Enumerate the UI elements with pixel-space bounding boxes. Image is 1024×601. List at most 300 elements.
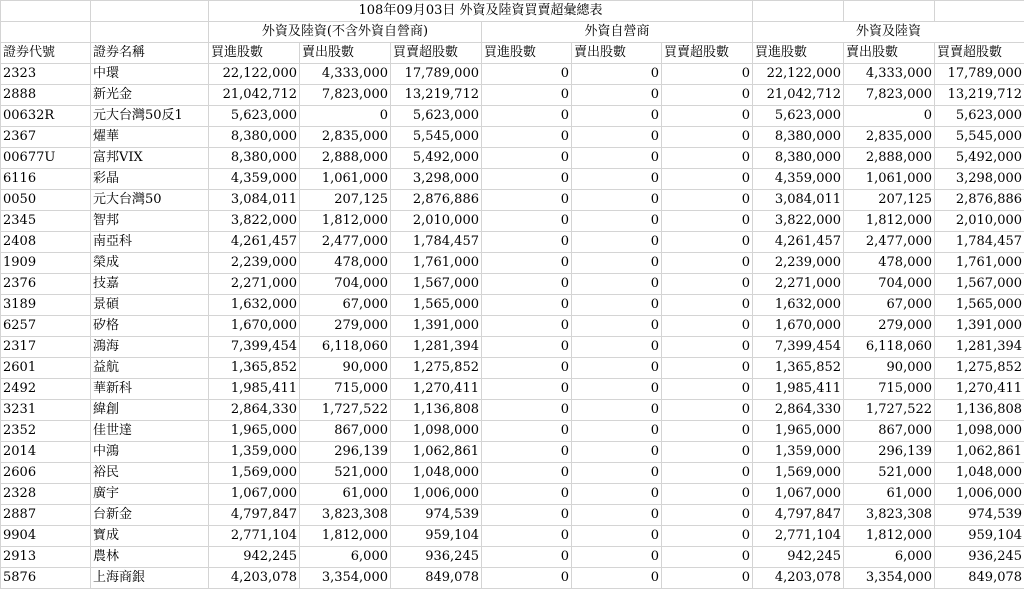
cell-buy[interactable]: 0 bbox=[482, 274, 572, 295]
cell-name[interactable]: 台新金 bbox=[91, 505, 209, 526]
cell-sell[interactable]: 0 bbox=[572, 316, 662, 337]
cell-net[interactable]: 0 bbox=[662, 253, 753, 274]
cell-sell[interactable]: 867,000 bbox=[300, 421, 391, 442]
cell-sell[interactable]: 7,823,000 bbox=[300, 85, 391, 106]
cell-sell[interactable]: 0 bbox=[572, 505, 662, 526]
cell-buy[interactable]: 0 bbox=[482, 127, 572, 148]
cell-code[interactable]: 2317 bbox=[1, 337, 91, 358]
cell-sell[interactable]: 715,000 bbox=[844, 379, 935, 400]
cell-sell[interactable]: 0 bbox=[572, 148, 662, 169]
cell-code[interactable]: 2352 bbox=[1, 421, 91, 442]
cell-net[interactable]: 1,048,000 bbox=[391, 463, 482, 484]
cell-net[interactable]: 0 bbox=[662, 85, 753, 106]
cell-name[interactable]: 矽格 bbox=[91, 316, 209, 337]
cell-buy[interactable]: 2,239,000 bbox=[209, 253, 300, 274]
cell-net[interactable]: 0 bbox=[662, 505, 753, 526]
cell-sell[interactable]: 0 bbox=[300, 106, 391, 127]
cell-buy[interactable]: 1,359,000 bbox=[209, 442, 300, 463]
cell-net[interactable]: 2,010,000 bbox=[391, 211, 482, 232]
cell-net[interactable]: 0 bbox=[662, 442, 753, 463]
blank-cell[interactable] bbox=[844, 1, 935, 22]
cell-name[interactable]: 彩晶 bbox=[91, 169, 209, 190]
cell-sell[interactable]: 0 bbox=[572, 358, 662, 379]
cell-net[interactable]: 17,789,000 bbox=[391, 64, 482, 85]
cell-code[interactable]: 3231 bbox=[1, 400, 91, 421]
cell-net[interactable]: 1,006,000 bbox=[935, 484, 1024, 505]
cell-buy[interactable]: 0 bbox=[482, 379, 572, 400]
cell-name[interactable]: 裕民 bbox=[91, 463, 209, 484]
header-net[interactable]: 買賣超股數 bbox=[662, 43, 753, 64]
cell-sell[interactable]: 0 bbox=[572, 106, 662, 127]
cell-sell[interactable]: 0 bbox=[572, 211, 662, 232]
cell-sell[interactable]: 0 bbox=[572, 274, 662, 295]
cell-buy[interactable]: 0 bbox=[482, 295, 572, 316]
cell-buy[interactable]: 5,623,000 bbox=[209, 106, 300, 127]
cell-sell[interactable]: 1,812,000 bbox=[300, 526, 391, 547]
cell-buy[interactable]: 0 bbox=[482, 148, 572, 169]
cell-buy[interactable]: 0 bbox=[482, 85, 572, 106]
cell-sell[interactable]: 0 bbox=[844, 106, 935, 127]
cell-net[interactable]: 3,298,000 bbox=[391, 169, 482, 190]
cell-net[interactable]: 1,048,000 bbox=[935, 463, 1024, 484]
cell-net[interactable]: 0 bbox=[662, 337, 753, 358]
cell-name[interactable]: 富邦VIX bbox=[91, 148, 209, 169]
cell-name[interactable]: 益航 bbox=[91, 358, 209, 379]
cell-sell[interactable]: 0 bbox=[572, 526, 662, 547]
cell-sell[interactable]: 90,000 bbox=[300, 358, 391, 379]
cell-buy[interactable]: 1,359,000 bbox=[753, 442, 844, 463]
cell-buy[interactable]: 0 bbox=[482, 463, 572, 484]
cell-buy[interactable]: 8,380,000 bbox=[753, 127, 844, 148]
cell-net[interactable]: 5,545,000 bbox=[391, 127, 482, 148]
cell-buy[interactable]: 8,380,000 bbox=[209, 148, 300, 169]
cell-net[interactable]: 5,545,000 bbox=[935, 127, 1024, 148]
group-header-foreign-dealer[interactable]: 外資自營商 bbox=[482, 22, 753, 43]
cell-net[interactable]: 13,219,712 bbox=[391, 85, 482, 106]
cell-sell[interactable]: 704,000 bbox=[844, 274, 935, 295]
cell-net[interactable]: 0 bbox=[662, 568, 753, 589]
cell-net[interactable]: 1,098,000 bbox=[935, 421, 1024, 442]
cell-buy[interactable]: 0 bbox=[482, 232, 572, 253]
cell-code[interactable]: 9904 bbox=[1, 526, 91, 547]
cell-buy[interactable]: 0 bbox=[482, 64, 572, 85]
cell-buy[interactable]: 2,239,000 bbox=[753, 253, 844, 274]
cell-sell[interactable]: 715,000 bbox=[300, 379, 391, 400]
cell-net[interactable]: 2,010,000 bbox=[935, 211, 1024, 232]
cell-buy[interactable]: 1,569,000 bbox=[753, 463, 844, 484]
cell-buy[interactable]: 0 bbox=[482, 190, 572, 211]
cell-net[interactable]: 1,281,394 bbox=[391, 337, 482, 358]
cell-net[interactable]: 1,062,861 bbox=[935, 442, 1024, 463]
cell-net[interactable]: 0 bbox=[662, 106, 753, 127]
cell-net[interactable]: 5,492,000 bbox=[935, 148, 1024, 169]
cell-buy[interactable]: 4,261,457 bbox=[753, 232, 844, 253]
cell-net[interactable]: 0 bbox=[662, 400, 753, 421]
cell-sell[interactable]: 3,354,000 bbox=[844, 568, 935, 589]
cell-name[interactable]: 技嘉 bbox=[91, 274, 209, 295]
cell-sell[interactable]: 1,061,000 bbox=[844, 169, 935, 190]
cell-name[interactable]: 華新科 bbox=[91, 379, 209, 400]
cell-code[interactable]: 00632R bbox=[1, 106, 91, 127]
cell-buy[interactable]: 3,822,000 bbox=[209, 211, 300, 232]
cell-sell[interactable]: 61,000 bbox=[844, 484, 935, 505]
cell-sell[interactable]: 867,000 bbox=[844, 421, 935, 442]
blank-cell[interactable] bbox=[753, 1, 844, 22]
cell-net[interactable]: 0 bbox=[662, 526, 753, 547]
cell-buy[interactable]: 0 bbox=[482, 442, 572, 463]
cell-sell[interactable]: 6,000 bbox=[844, 547, 935, 568]
cell-net[interactable]: 1,565,000 bbox=[935, 295, 1024, 316]
cell-net[interactable]: 0 bbox=[662, 547, 753, 568]
cell-net[interactable]: 1,098,000 bbox=[391, 421, 482, 442]
cell-net[interactable]: 2,876,886 bbox=[935, 190, 1024, 211]
cell-code[interactable]: 2887 bbox=[1, 505, 91, 526]
cell-name[interactable]: 寶成 bbox=[91, 526, 209, 547]
cell-buy[interactable]: 1,965,000 bbox=[209, 421, 300, 442]
cell-code[interactable]: 6116 bbox=[1, 169, 91, 190]
cell-sell[interactable]: 279,000 bbox=[844, 316, 935, 337]
cell-sell[interactable]: 6,118,060 bbox=[844, 337, 935, 358]
cell-buy[interactable]: 2,864,330 bbox=[209, 400, 300, 421]
cell-buy[interactable]: 1,632,000 bbox=[753, 295, 844, 316]
cell-buy[interactable]: 0 bbox=[482, 169, 572, 190]
cell-buy[interactable]: 0 bbox=[482, 253, 572, 274]
cell-name[interactable]: 中環 bbox=[91, 64, 209, 85]
cell-sell[interactable]: 1,727,522 bbox=[300, 400, 391, 421]
cell-buy[interactable]: 0 bbox=[482, 316, 572, 337]
cell-code[interactable]: 00677U bbox=[1, 148, 91, 169]
cell-buy[interactable]: 0 bbox=[482, 526, 572, 547]
cell-sell[interactable]: 0 bbox=[572, 463, 662, 484]
cell-net[interactable]: 936,245 bbox=[935, 547, 1024, 568]
cell-code[interactable]: 2888 bbox=[1, 85, 91, 106]
cell-net[interactable]: 0 bbox=[662, 64, 753, 85]
cell-net[interactable]: 0 bbox=[662, 358, 753, 379]
cell-buy[interactable]: 5,623,000 bbox=[753, 106, 844, 127]
cell-sell[interactable]: 478,000 bbox=[300, 253, 391, 274]
cell-sell[interactable]: 296,139 bbox=[300, 442, 391, 463]
cell-net[interactable]: 959,104 bbox=[391, 526, 482, 547]
cell-buy[interactable]: 4,261,457 bbox=[209, 232, 300, 253]
cell-net[interactable]: 959,104 bbox=[935, 526, 1024, 547]
cell-net[interactable]: 1,275,852 bbox=[935, 358, 1024, 379]
cell-net[interactable]: 1,270,411 bbox=[935, 379, 1024, 400]
blank-cell[interactable] bbox=[91, 1, 209, 22]
cell-sell[interactable]: 1,812,000 bbox=[844, 526, 935, 547]
cell-sell[interactable]: 0 bbox=[572, 169, 662, 190]
cell-sell[interactable]: 67,000 bbox=[844, 295, 935, 316]
cell-net[interactable]: 0 bbox=[662, 169, 753, 190]
group-header-row bbox=[1, 22, 1024, 43]
cell-net[interactable]: 3,298,000 bbox=[935, 169, 1024, 190]
cell-net[interactable]: 1,784,457 bbox=[391, 232, 482, 253]
cell-net[interactable]: 1,062,861 bbox=[391, 442, 482, 463]
cell-buy[interactable]: 0 bbox=[482, 505, 572, 526]
cell-net[interactable]: 0 bbox=[662, 463, 753, 484]
cell-net[interactable]: 1,391,000 bbox=[391, 316, 482, 337]
cell-net[interactable]: 1,136,808 bbox=[391, 400, 482, 421]
cell-buy[interactable]: 1,965,000 bbox=[753, 421, 844, 442]
cell-sell[interactable]: 4,333,000 bbox=[844, 64, 935, 85]
cell-sell[interactable]: 3,354,000 bbox=[300, 568, 391, 589]
cell-buy[interactable]: 2,864,330 bbox=[753, 400, 844, 421]
cell-buy[interactable]: 1,985,411 bbox=[209, 379, 300, 400]
cell-sell[interactable]: 0 bbox=[572, 400, 662, 421]
cell-buy[interactable]: 22,122,000 bbox=[209, 64, 300, 85]
cell-net[interactable]: 1,567,000 bbox=[935, 274, 1024, 295]
cell-buy[interactable]: 0 bbox=[482, 400, 572, 421]
cell-net[interactable]: 0 bbox=[662, 484, 753, 505]
cell-buy[interactable]: 0 bbox=[482, 484, 572, 505]
cell-buy[interactable]: 1,670,000 bbox=[209, 316, 300, 337]
cell-sell[interactable]: 207,125 bbox=[300, 190, 391, 211]
cell-net[interactable]: 1,761,000 bbox=[391, 253, 482, 274]
cell-sell[interactable]: 0 bbox=[572, 484, 662, 505]
cell-net[interactable]: 0 bbox=[662, 421, 753, 442]
cell-code[interactable]: 1909 bbox=[1, 253, 91, 274]
cell-name[interactable]: 廣宇 bbox=[91, 484, 209, 505]
cell-buy[interactable]: 4,797,847 bbox=[209, 505, 300, 526]
cell-code[interactable]: 2345 bbox=[1, 211, 91, 232]
cell-name[interactable]: 新光金 bbox=[91, 85, 209, 106]
cell-buy[interactable]: 21,042,712 bbox=[753, 85, 844, 106]
cell-sell[interactable]: 1,061,000 bbox=[300, 169, 391, 190]
cell-sell[interactable]: 90,000 bbox=[844, 358, 935, 379]
cell-name[interactable]: 中鴻 bbox=[91, 442, 209, 463]
cell-sell[interactable]: 2,835,000 bbox=[300, 127, 391, 148]
cell-sell[interactable]: 0 bbox=[572, 295, 662, 316]
header-net[interactable]: 買賣超股數 bbox=[391, 43, 482, 64]
cell-code[interactable]: 2323 bbox=[1, 64, 91, 85]
cell-sell[interactable]: 0 bbox=[572, 64, 662, 85]
cell-buy[interactable]: 8,380,000 bbox=[209, 127, 300, 148]
cell-sell[interactable]: 1,727,522 bbox=[844, 400, 935, 421]
cell-net[interactable]: 1,006,000 bbox=[391, 484, 482, 505]
cell-net[interactable]: 974,539 bbox=[391, 505, 482, 526]
cell-sell[interactable]: 4,333,000 bbox=[300, 64, 391, 85]
cell-sell[interactable]: 279,000 bbox=[300, 316, 391, 337]
cell-net[interactable]: 0 bbox=[662, 211, 753, 232]
cell-buy[interactable]: 1,365,852 bbox=[753, 358, 844, 379]
cell-buy[interactable]: 0 bbox=[482, 106, 572, 127]
cell-buy[interactable]: 22,122,000 bbox=[753, 64, 844, 85]
cell-sell[interactable]: 704,000 bbox=[300, 274, 391, 295]
cell-code[interactable]: 3189 bbox=[1, 295, 91, 316]
cell-sell[interactable]: 0 bbox=[572, 337, 662, 358]
cell-buy[interactable]: 4,359,000 bbox=[753, 169, 844, 190]
cell-buy[interactable]: 0 bbox=[482, 547, 572, 568]
cell-sell[interactable]: 521,000 bbox=[844, 463, 935, 484]
cell-sell[interactable]: 0 bbox=[572, 232, 662, 253]
cell-sell[interactable]: 0 bbox=[572, 421, 662, 442]
cell-sell[interactable]: 6,118,060 bbox=[300, 337, 391, 358]
header-buy[interactable]: 買進股數 bbox=[482, 43, 572, 64]
cell-net[interactable]: 936,245 bbox=[391, 547, 482, 568]
cell-net[interactable]: 1,567,000 bbox=[391, 274, 482, 295]
cell-net[interactable]: 0 bbox=[662, 232, 753, 253]
cell-code[interactable]: 2601 bbox=[1, 358, 91, 379]
cell-net[interactable]: 1,784,457 bbox=[935, 232, 1024, 253]
cell-buy[interactable]: 0 bbox=[482, 568, 572, 589]
blank-cell[interactable] bbox=[91, 22, 209, 43]
cell-sell[interactable]: 0 bbox=[572, 442, 662, 463]
group-header-foreign-total[interactable]: 外資及陸資 bbox=[753, 22, 1024, 43]
cell-sell[interactable]: 1,812,000 bbox=[300, 211, 391, 232]
cell-sell[interactable]: 0 bbox=[572, 379, 662, 400]
cell-net[interactable]: 5,623,000 bbox=[935, 106, 1024, 127]
cell-code[interactable]: 2367 bbox=[1, 127, 91, 148]
cell-sell[interactable]: 67,000 bbox=[300, 295, 391, 316]
cell-net[interactable]: 13,219,712 bbox=[935, 85, 1024, 106]
cell-buy[interactable]: 942,245 bbox=[209, 547, 300, 568]
cell-net[interactable]: 1,136,808 bbox=[935, 400, 1024, 421]
cell-net[interactable]: 1,565,000 bbox=[391, 295, 482, 316]
cell-name[interactable]: 緯創 bbox=[91, 400, 209, 421]
cell-net[interactable]: 1,270,411 bbox=[391, 379, 482, 400]
cell-net[interactable]: 1,281,394 bbox=[935, 337, 1024, 358]
cell-net[interactable]: 0 bbox=[662, 274, 753, 295]
header-net[interactable]: 買賣超股數 bbox=[935, 43, 1024, 64]
cell-sell[interactable]: 296,139 bbox=[844, 442, 935, 463]
cell-buy[interactable]: 1,632,000 bbox=[209, 295, 300, 316]
cell-buy[interactable]: 0 bbox=[482, 211, 572, 232]
cell-net[interactable]: 849,078 bbox=[935, 568, 1024, 589]
table-row bbox=[1, 274, 1024, 295]
cell-name[interactable]: 鴻海 bbox=[91, 337, 209, 358]
cell-sell[interactable]: 207,125 bbox=[844, 190, 935, 211]
cell-name[interactable]: 燿華 bbox=[91, 127, 209, 148]
cell-sell[interactable]: 521,000 bbox=[300, 463, 391, 484]
cell-sell[interactable]: 0 bbox=[572, 253, 662, 274]
cell-buy[interactable]: 0 bbox=[482, 358, 572, 379]
cell-net[interactable]: 0 bbox=[662, 148, 753, 169]
cell-sell[interactable]: 0 bbox=[572, 127, 662, 148]
cell-buy[interactable]: 1,067,000 bbox=[753, 484, 844, 505]
cell-sell[interactable]: 0 bbox=[572, 85, 662, 106]
group-header-foreign-ex-dealer[interactable]: 外資及陸資(不含外資自營商) bbox=[209, 22, 482, 43]
cell-code[interactable]: 2492 bbox=[1, 379, 91, 400]
cell-net[interactable]: 0 bbox=[662, 316, 753, 337]
cell-sell[interactable]: 6,000 bbox=[300, 547, 391, 568]
cell-net[interactable]: 2,876,886 bbox=[391, 190, 482, 211]
cell-buy[interactable]: 0 bbox=[482, 421, 572, 442]
cell-buy[interactable]: 4,203,078 bbox=[209, 568, 300, 589]
cell-buy[interactable]: 4,797,847 bbox=[753, 505, 844, 526]
cell-buy[interactable]: 4,203,078 bbox=[753, 568, 844, 589]
cell-sell[interactable]: 0 bbox=[572, 568, 662, 589]
cell-name[interactable]: 榮成 bbox=[91, 253, 209, 274]
cell-sell[interactable]: 2,888,000 bbox=[300, 148, 391, 169]
table-row bbox=[1, 316, 1024, 337]
cell-net[interactable]: 17,789,000 bbox=[935, 64, 1024, 85]
cell-name[interactable]: 南亞科 bbox=[91, 232, 209, 253]
cell-sell[interactable]: 7,823,000 bbox=[844, 85, 935, 106]
cell-code[interactable]: 0050 bbox=[1, 190, 91, 211]
cell-buy[interactable]: 1,569,000 bbox=[209, 463, 300, 484]
cell-net[interactable]: 1,275,852 bbox=[391, 358, 482, 379]
cell-net[interactable]: 849,078 bbox=[391, 568, 482, 589]
cell-code[interactable]: 2408 bbox=[1, 232, 91, 253]
cell-sell[interactable]: 3,823,308 bbox=[300, 505, 391, 526]
cell-net[interactable]: 0 bbox=[662, 127, 753, 148]
cell-sell[interactable]: 0 bbox=[572, 190, 662, 211]
cell-net[interactable]: 974,539 bbox=[935, 505, 1024, 526]
header-code[interactable]: 證券代號 bbox=[1, 43, 91, 64]
cell-name[interactable]: 智邦 bbox=[91, 211, 209, 232]
cell-code[interactable]: 2014 bbox=[1, 442, 91, 463]
blank-cell[interactable] bbox=[1, 1, 91, 22]
cell-net[interactable]: 0 bbox=[662, 295, 753, 316]
cell-name[interactable]: 佳世達 bbox=[91, 421, 209, 442]
cell-buy[interactable]: 7,399,454 bbox=[209, 337, 300, 358]
cell-sell[interactable]: 2,477,000 bbox=[300, 232, 391, 253]
cell-name[interactable]: 元大台灣50 bbox=[91, 190, 209, 211]
cell-code[interactable]: 6257 bbox=[1, 316, 91, 337]
cell-code[interactable]: 2606 bbox=[1, 463, 91, 484]
cell-net[interactable]: 1,761,000 bbox=[935, 253, 1024, 274]
cell-buy[interactable]: 7,399,454 bbox=[753, 337, 844, 358]
cell-buy[interactable]: 942,245 bbox=[753, 547, 844, 568]
cell-buy[interactable]: 2,271,000 bbox=[753, 274, 844, 295]
cell-sell[interactable]: 2,888,000 bbox=[844, 148, 935, 169]
cell-name[interactable]: 元大台灣50反1 bbox=[91, 106, 209, 127]
header-buy[interactable]: 買進股數 bbox=[209, 43, 300, 64]
cell-net[interactable]: 0 bbox=[662, 190, 753, 211]
blank-cell[interactable] bbox=[1, 22, 91, 43]
cell-name[interactable]: 上海商銀 bbox=[91, 568, 209, 589]
cell-buy[interactable]: 2,771,104 bbox=[753, 526, 844, 547]
cell-buy[interactable]: 8,380,000 bbox=[753, 148, 844, 169]
cell-buy[interactable]: 4,359,000 bbox=[209, 169, 300, 190]
cell-buy[interactable]: 1,985,411 bbox=[753, 379, 844, 400]
cell-buy[interactable]: 3,084,011 bbox=[209, 190, 300, 211]
cell-sell[interactable]: 0 bbox=[572, 547, 662, 568]
cell-net[interactable]: 5,492,000 bbox=[391, 148, 482, 169]
cell-buy[interactable]: 3,822,000 bbox=[753, 211, 844, 232]
header-sell[interactable]: 賣出股數 bbox=[844, 43, 935, 64]
cell-sell[interactable]: 3,823,308 bbox=[844, 505, 935, 526]
cell-buy[interactable]: 2,271,000 bbox=[209, 274, 300, 295]
cell-buy[interactable]: 1,670,000 bbox=[753, 316, 844, 337]
cell-code[interactable]: 2376 bbox=[1, 274, 91, 295]
cell-sell[interactable]: 2,477,000 bbox=[844, 232, 935, 253]
cell-code[interactable]: 2913 bbox=[1, 547, 91, 568]
cell-net[interactable]: 0 bbox=[662, 379, 753, 400]
cell-buy[interactable]: 2,771,104 bbox=[209, 526, 300, 547]
cell-sell[interactable]: 478,000 bbox=[844, 253, 935, 274]
cell-name[interactable]: 景碩 bbox=[91, 295, 209, 316]
report-title[interactable]: 108年09月03日 外資及陸資買賣超彙總表 bbox=[209, 1, 753, 22]
cell-code[interactable]: 2328 bbox=[1, 484, 91, 505]
header-name[interactable]: 證券名稱 bbox=[91, 43, 209, 64]
cell-name[interactable]: 農林 bbox=[91, 547, 209, 568]
header-sell[interactable]: 賣出股數 bbox=[572, 43, 662, 64]
cell-buy[interactable]: 0 bbox=[482, 337, 572, 358]
cell-code[interactable]: 5876 bbox=[1, 568, 91, 589]
cell-sell[interactable]: 61,000 bbox=[300, 484, 391, 505]
cell-net[interactable]: 1,391,000 bbox=[935, 316, 1024, 337]
cell-buy[interactable]: 1,067,000 bbox=[209, 484, 300, 505]
cell-net[interactable]: 5,623,000 bbox=[391, 106, 482, 127]
cell-sell[interactable]: 2,835,000 bbox=[844, 127, 935, 148]
header-buy[interactable]: 買進股數 bbox=[753, 43, 844, 64]
cell-buy[interactable]: 21,042,712 bbox=[209, 85, 300, 106]
blank-cell[interactable] bbox=[935, 1, 1024, 22]
cell-buy[interactable]: 1,365,852 bbox=[209, 358, 300, 379]
header-sell[interactable]: 賣出股數 bbox=[300, 43, 391, 64]
cell-sell[interactable]: 1,812,000 bbox=[844, 211, 935, 232]
cell-buy[interactable]: 3,084,011 bbox=[753, 190, 844, 211]
